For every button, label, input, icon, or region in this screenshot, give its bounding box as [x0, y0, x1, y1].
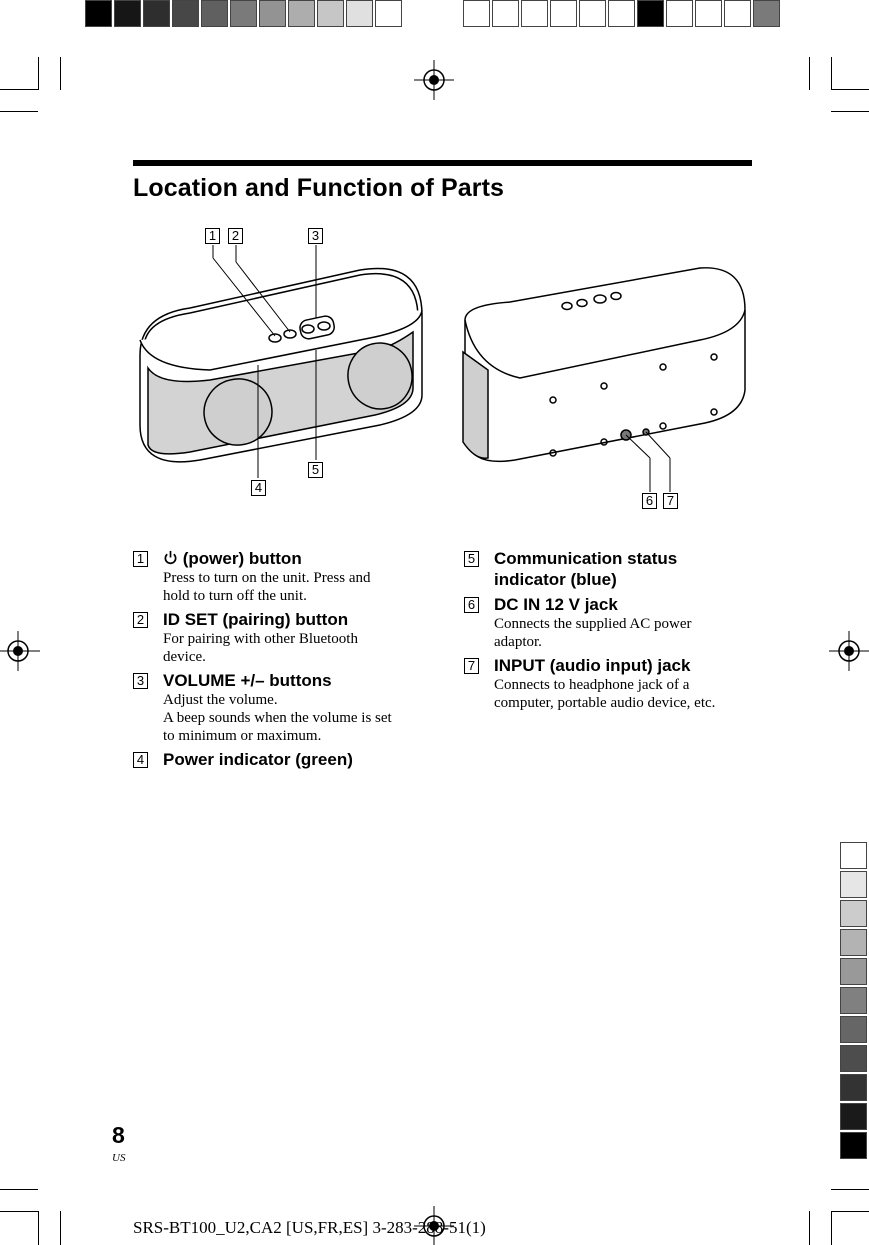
item-number: 3 [133, 673, 148, 689]
speaker-back-view [463, 268, 745, 462]
callout-4: 4 [251, 480, 266, 496]
list-item [464, 655, 764, 712]
color-swatch [608, 0, 635, 27]
crop-mark [0, 1189, 38, 1190]
color-swatch [840, 1103, 867, 1130]
list-item [464, 594, 764, 651]
color-swatch [550, 0, 577, 27]
print-footer: SRS-BT100_U2,CA2 [US,FR,ES] 3-283-288-51(1) [133, 1218, 486, 1237]
crop-mark [0, 1211, 38, 1212]
color-swatch [521, 0, 548, 27]
parts-list-left [133, 548, 433, 774]
crop-mark [60, 1211, 61, 1245]
callout-1: 1 [205, 228, 220, 244]
color-swatch [840, 871, 867, 898]
color-strip-top-right [463, 0, 782, 29]
color-swatch [666, 0, 693, 27]
item-heading: VOLUME +/– buttons [163, 671, 332, 690]
item-heading: ID SET (pairing) button [163, 610, 349, 629]
crop-mark [831, 111, 869, 112]
color-swatch [840, 900, 867, 927]
color-swatch [201, 0, 228, 27]
parts-list-right [464, 548, 764, 716]
list-item [133, 609, 433, 666]
callout-5: 5 [308, 462, 323, 478]
crop-mark [0, 89, 38, 90]
color-swatch [840, 842, 867, 869]
color-swatch [288, 0, 315, 27]
color-swatch [317, 0, 344, 27]
color-swatch [492, 0, 519, 27]
page-language: US [112, 1152, 126, 1164]
item-description: Adjust the volume. A beep sounds when the volume is set to minimum or maximum. [163, 692, 392, 744]
crop-mark [38, 1211, 39, 1245]
item-number: 4 [133, 752, 148, 768]
item-description: Connects the supplied AC power adaptor. [494, 616, 692, 650]
color-swatch [85, 0, 112, 27]
color-swatch [840, 1016, 867, 1043]
color-swatch [840, 1074, 867, 1101]
color-swatch [695, 0, 722, 27]
crop-mark [831, 57, 832, 90]
item-description: Press to turn on the unit. Press and hold to turn off the unit. [163, 570, 371, 604]
crop-mark [809, 1211, 810, 1245]
registration-mark-right [829, 631, 869, 671]
color-swatch [840, 1132, 867, 1159]
list-item [464, 548, 764, 590]
color-swatch [840, 929, 867, 956]
item-number: 7 [464, 658, 479, 674]
power-icon [163, 550, 178, 565]
item-description: For pairing with other Bluetooth device. [163, 631, 358, 665]
color-swatch [230, 0, 257, 27]
list-item [133, 670, 433, 745]
crop-mark [831, 89, 869, 90]
crop-mark [60, 57, 61, 90]
crop-mark [0, 111, 38, 112]
item-heading: DC IN 12 V jack [494, 595, 618, 614]
color-swatch [375, 0, 402, 27]
item-number: 2 [133, 612, 148, 628]
item-description: Connects to headphone jack of a computer, portable audio device, etc. [494, 677, 716, 711]
list-item [133, 548, 433, 605]
item-heading: Communication status indicator (blue) [494, 549, 678, 589]
color-swatch [114, 0, 141, 27]
color-swatch [463, 0, 490, 27]
item-heading: (power) button [163, 548, 433, 569]
color-swatch [579, 0, 606, 27]
color-swatch [840, 958, 867, 985]
color-swatch [840, 1045, 867, 1072]
crop-mark [831, 1211, 869, 1212]
color-swatch [637, 0, 664, 27]
crop-mark [831, 1189, 869, 1190]
speaker-front-view [140, 268, 422, 461]
color-swatch [840, 987, 867, 1014]
speaker-figure [130, 220, 760, 520]
crop-mark [38, 57, 39, 90]
callout-leaders-back [626, 432, 670, 492]
item-number: 5 [464, 551, 479, 567]
color-swatch [346, 0, 373, 27]
callout-3: 3 [308, 228, 323, 244]
color-strip-side [840, 842, 869, 1161]
color-swatch [172, 0, 199, 27]
item-heading: Power indicator (green) [163, 750, 353, 769]
callout-2: 2 [228, 228, 243, 244]
registration-mark-left [0, 631, 40, 671]
item-number: 6 [464, 597, 479, 613]
color-swatch [259, 0, 286, 27]
callout-7: 7 [663, 493, 678, 509]
page-number: 8 [112, 1122, 125, 1148]
page-title: Location and Function of Parts [133, 174, 505, 202]
color-swatch [753, 0, 780, 27]
item-heading: INPUT (audio input) jack [494, 656, 691, 675]
list-item [133, 749, 433, 770]
crop-mark [809, 57, 810, 90]
color-strip-top-left [85, 0, 404, 29]
title-rule [133, 160, 752, 166]
callout-6: 6 [642, 493, 657, 509]
crop-mark [831, 1211, 832, 1245]
color-swatch [724, 0, 751, 27]
color-swatch [143, 0, 170, 27]
item-number: 1 [133, 551, 148, 567]
registration-mark-top [414, 60, 454, 100]
